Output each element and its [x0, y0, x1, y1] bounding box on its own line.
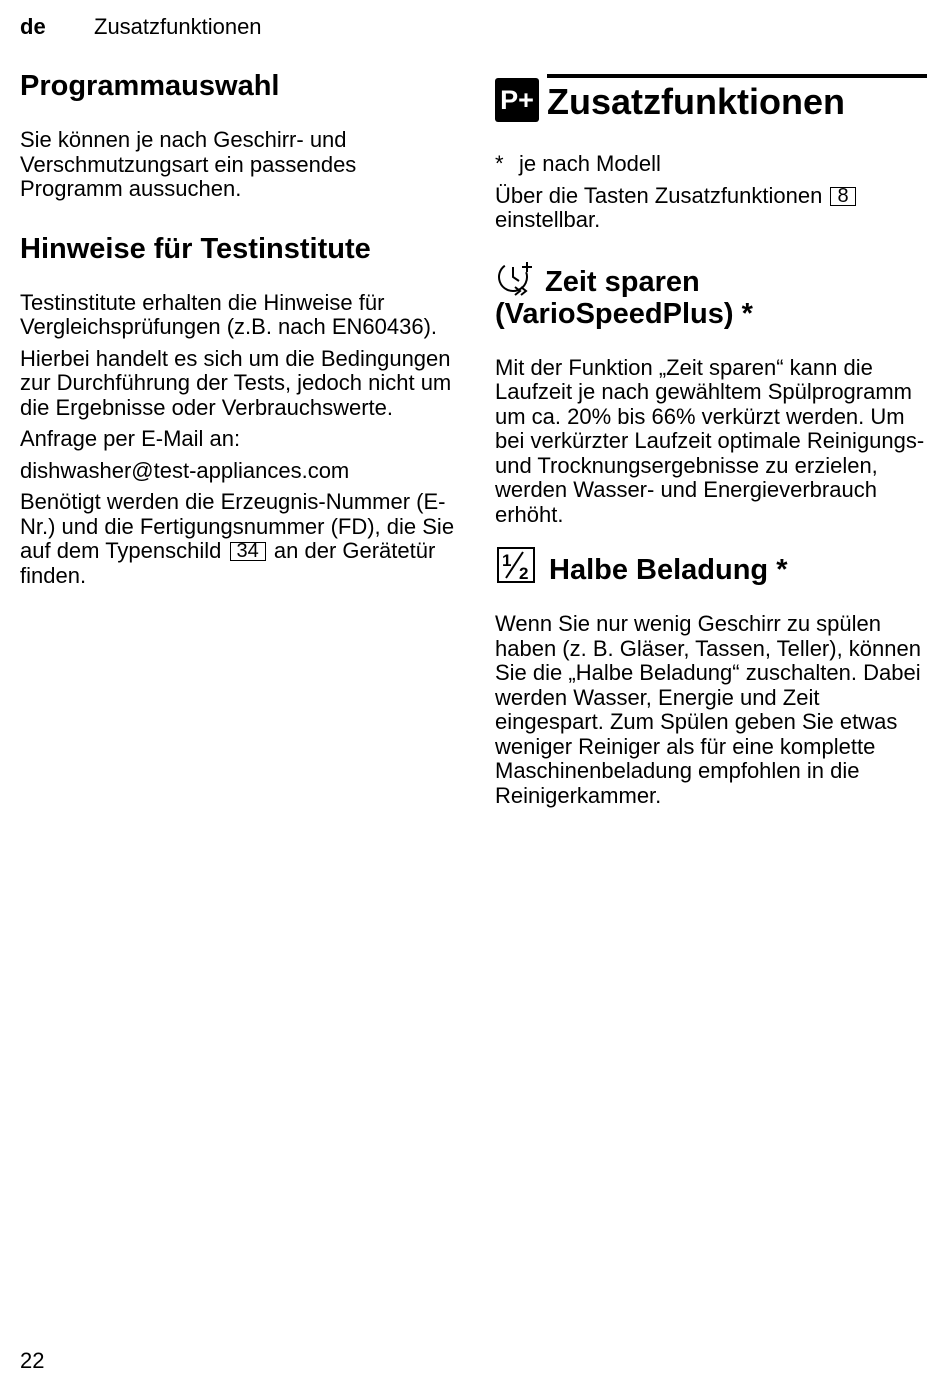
- half-load-text: Wenn Sie nur wenig Geschirr zu spülen haben (z. B. Gläser, Tassen, Teller), können Sie die „Halbe Beladung“ zuschalten. Dabei werden Wasser, Energie und Zeit eingespart. Zum Spülen geben Sie etwas weniger Reiniger als für eine komplette Maschinenbeladung empfohlen in die Reinigerkammer.: [495, 611, 921, 808]
- para4-text-before: Benötigt werden die Erzeugnis-Nummer (E-Nr.) und die Fertigungsnummer (FD), die Sie auf dem Typenschild: [20, 489, 455, 563]
- half-load-title: Halbe Beladung *: [549, 554, 788, 586]
- time-saving-title: Zeit sparen (VarioSpeedPlus) *: [495, 265, 753, 330]
- p-plus-icon: P+: [495, 78, 539, 122]
- test-institutes-para3: Anfrage per E-Mail an:: [20, 426, 241, 451]
- language-code: de: [20, 14, 46, 39]
- test-institutes-para4: [20, 490, 460, 588]
- section-heading: [495, 76, 927, 122]
- section-heading-rule: [547, 74, 927, 122]
- rating-plate-ref-box: 34: [230, 542, 266, 561]
- left-column: [20, 70, 460, 595]
- test-institutes-para1: Testinstitute erhalten die Hinweise für Vergleichsprüfungen (z.B. nach EN60436).: [20, 289, 438, 339]
- time-saving-heading-row: [495, 266, 927, 330]
- contact-email[interactable]: dishwasher@test-appliances.com: [20, 457, 350, 483]
- intro-text: [495, 184, 927, 233]
- model-note: [495, 152, 927, 177]
- svg-text:2: 2: [519, 564, 529, 583]
- para4-text-after: an der Gerätetür finden.: [20, 538, 436, 588]
- note-asterisk: *: [495, 151, 504, 176]
- running-header-title: Zusatzfunktionen: [94, 14, 262, 39]
- half-load-heading-row: [495, 551, 927, 586]
- program-selection-text: Sie können je nach Geschirr- und Verschmutzungsart ein passendes Programm aussuchen.: [20, 127, 357, 201]
- intro-text-after: einstellbar.: [495, 207, 601, 232]
- page-number: 22: [20, 1348, 45, 1373]
- right-column: [495, 76, 927, 815]
- program-selection-heading: Programmauswahl: [20, 70, 280, 102]
- time-saving-text: Mit der Funktion „Zeit sparen“ kann die Laufzeit je nach gewähltem Spülprogramm um ca. 20% bis 66% verkürzt werden. Um bei verkürzter Laufzeit optimale Reinigungs- und Trocknungsergebnisse zu erzielen, werden Wasser- und Energieverbrauch erhöht.: [495, 354, 925, 527]
- section-title: Zusatzfunktionen: [547, 81, 845, 122]
- function-keys-ref-box: 8: [830, 187, 855, 206]
- note-text: je nach Modell: [519, 151, 661, 176]
- intro-text-before: Über die Tasten Zusatzfunktionen: [495, 182, 823, 208]
- test-institutes-para2: Hierbei handelt es sich um die Bedingungen zur Durchführung der Tests, jedoch nicht um die Ergebnisse oder Verbrauchswerte.: [20, 345, 452, 420]
- svg-text:1: 1: [502, 551, 512, 570]
- test-institutes-heading: Hinweise für Testinstitute: [20, 232, 371, 265]
- half-load-icon: [495, 546, 537, 586]
- clock-fast-forward-icon: [495, 259, 539, 299]
